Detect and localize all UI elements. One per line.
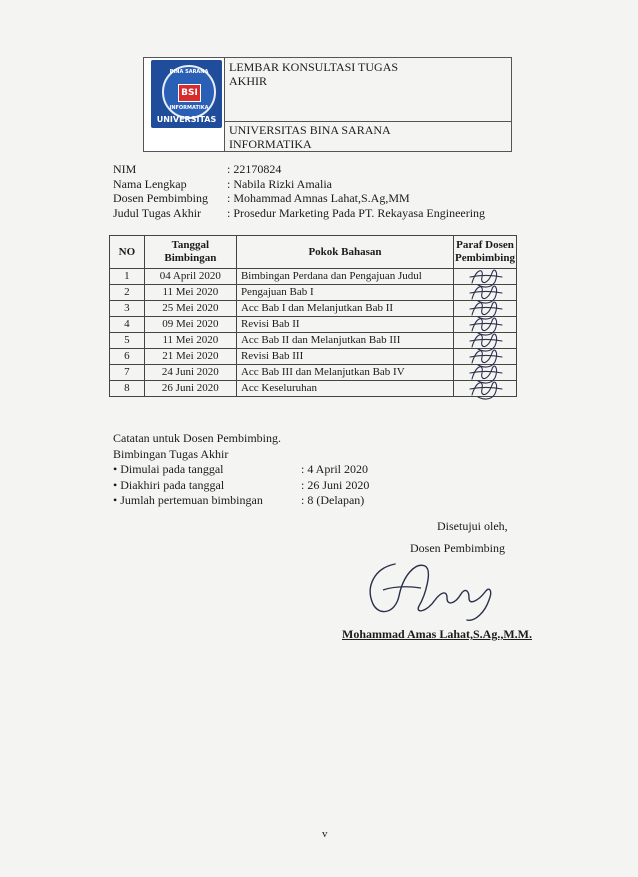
notes-item-value: : 8 (Delapan) [301, 493, 365, 507]
page-number: v [322, 828, 328, 840]
university-name: UNIVERSITAS BINA SARANA INFORMATIKA [229, 123, 391, 151]
notes-item-label: • Diakhiri pada tanggal [113, 477, 225, 492]
row-no: 4 [110, 317, 145, 333]
table-row [110, 365, 517, 381]
row-topic: Acc Keseluruhan [236, 381, 453, 397]
row-topic: Acc Bab III dan Melanjutkan Bab IV [236, 365, 453, 381]
row-no: 6 [110, 349, 145, 365]
university-logo [151, 60, 222, 128]
table-row [110, 285, 517, 301]
logo-ring-text: BINA SARANA [169, 69, 209, 75]
info-label: Judul Tugas Akhir [113, 205, 202, 220]
logo-ring-text-bottom: INFORMATIKA [169, 105, 209, 111]
row-topic: Acc Bab I dan Melanjutkan Bab II [236, 301, 453, 317]
notes-item-value: : 4 April 2020 [301, 462, 369, 476]
form-header [143, 57, 512, 152]
notes-item-label: • Jumlah pertemuan bimbingan [113, 493, 263, 507]
info-value: : 22170824 [227, 162, 282, 176]
approval-text: Disetujui oleh, [437, 519, 508, 533]
notes-subheading: Bimbingan Tugas Akhir [113, 446, 229, 461]
row-no: 7 [110, 365, 145, 381]
supervisor-signature [355, 556, 515, 626]
row-no: 3 [110, 301, 145, 317]
row-no: 1 [110, 269, 145, 285]
row-topic: Revisi Bab II [236, 317, 453, 333]
table-row [110, 381, 517, 397]
title-cell [225, 58, 511, 122]
info-label: NIM [113, 162, 137, 176]
student-info [113, 162, 485, 220]
row-topic: Bimbingan Perdana dan Pengajuan Judul [236, 269, 453, 285]
table-row [110, 269, 517, 285]
row-signature-cell [454, 381, 517, 397]
table-header-row [110, 236, 517, 269]
info-label: Dosen Pembimbing [113, 191, 208, 205]
info-row [113, 206, 485, 221]
paraf-signature [466, 377, 506, 401]
header-no: NO [110, 236, 145, 269]
row-topic: Pengajuan Bab I [236, 285, 453, 301]
logo-emblem [162, 65, 216, 119]
row-date: 09 Mei 2020 [144, 317, 236, 333]
info-row [113, 191, 485, 206]
info-value: : Prosedur Marketing Pada PT. Rekayasa Engineering [227, 205, 486, 220]
row-topic: Acc Bab II dan Melanjutkan Bab III [236, 333, 453, 349]
header-sign: Paraf Dosen Pembimbing [454, 236, 517, 269]
row-date: 21 Mei 2020 [144, 349, 236, 365]
supervisor-name: Mohammad Amas Lahat,S.Ag.,M.M. [342, 627, 533, 641]
notes-item [113, 478, 369, 494]
notes-heading: Catatan untuk Dosen Pembimbing. [113, 431, 281, 445]
header-topic: Pokok Bahasan [236, 236, 453, 269]
notes-item-value: : 26 Juni 2020 [301, 477, 370, 492]
row-date: 24 Juni 2020 [144, 365, 236, 381]
notes-section [113, 431, 369, 509]
table-body [110, 269, 517, 397]
logo-label: UNIVERSITAS [156, 115, 217, 124]
row-no: 8 [110, 381, 145, 397]
row-date: 26 Juni 2020 [144, 381, 236, 397]
logo-badge: BSI [178, 84, 201, 102]
info-value: : Mohammad Amnas Lahat,S.Ag,MM [227, 191, 410, 205]
notes-item-label: • Dimulai pada tanggal [113, 462, 224, 476]
table-row [110, 333, 517, 349]
header-date: Tanggal Bimbingan [144, 236, 236, 269]
table-row [110, 317, 517, 333]
info-row [113, 162, 485, 177]
row-date: 04 April 2020 [144, 269, 236, 285]
logo-cell [144, 58, 225, 151]
consultation-table [109, 235, 517, 397]
notes-item [113, 462, 369, 478]
row-date: 11 Mei 2020 [144, 285, 236, 301]
table-row [110, 301, 517, 317]
row-date: 25 Mei 2020 [144, 301, 236, 317]
row-no: 5 [110, 333, 145, 349]
row-no: 2 [110, 285, 145, 301]
row-date: 11 Mei 2020 [144, 333, 236, 349]
notes-item [113, 493, 369, 509]
row-topic: Revisi Bab III [236, 349, 453, 365]
form-title: LEMBAR KONSULTASI TUGAS AKHIR [229, 60, 399, 88]
info-value: : Nabila Rizki Amalia [227, 176, 332, 191]
info-label: Nama Lengkap [113, 176, 187, 191]
approval-role: Dosen Pembimbing [410, 541, 505, 555]
table-row [110, 349, 517, 365]
info-row [113, 177, 485, 192]
